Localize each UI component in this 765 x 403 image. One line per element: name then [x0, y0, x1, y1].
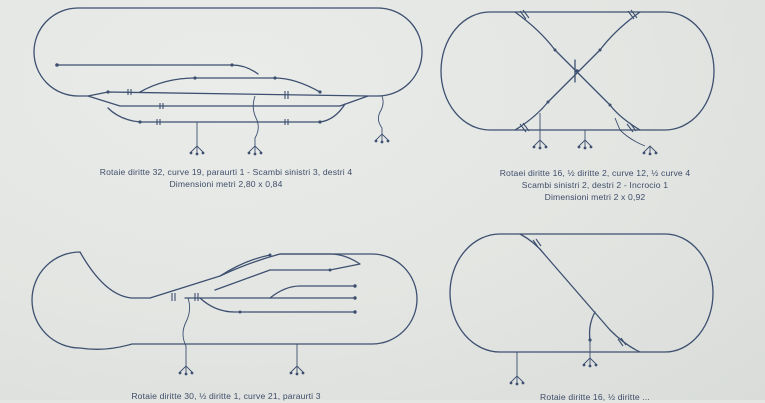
- plan-4-diagram: [450, 234, 713, 385]
- plan-1-diagram: [34, 8, 422, 155]
- plan-1-yard-upper: [140, 78, 320, 92]
- plan-3-diagram: [32, 252, 417, 375]
- plan-3-yard-track-2: [270, 286, 355, 298]
- plan-4-diagonal: [520, 234, 640, 352]
- power-connector-icon: [248, 146, 263, 155]
- plan-4-caption: [430, 391, 760, 403]
- plan-3-outer-loop: [32, 252, 417, 349]
- plan-2-diagram: [441, 10, 714, 155]
- plan-2-caption-line-2: Scambi sinistri 2, destri 2 - Incrocio 1: [521, 180, 669, 190]
- power-connector-icon: [533, 140, 548, 149]
- plan-4-outer-oval: [450, 234, 713, 352]
- power-connector-icon: [290, 366, 305, 375]
- plan-3-caption: [40, 390, 412, 402]
- plan-3-inner-branch: [215, 254, 360, 290]
- power-connector-icon: [583, 358, 598, 367]
- power-connector-icon: [190, 146, 205, 155]
- plan-1-caption: [40, 166, 412, 190]
- plan-1-siding-spur: [57, 65, 258, 74]
- plan-1-yard-cross: [88, 96, 368, 106]
- power-connector-icon: [578, 140, 593, 149]
- plan-3-caption-line-1: Rotaie diritte 30, ½ diritte 1, curve 21, paraurti 3: [131, 391, 321, 401]
- plan-2-caption-line-1: Rotaei diritte 16, ½ diritte 2, curve 12, ½ curve 4: [499, 168, 691, 178]
- plan-3-yard-track-3: [200, 298, 355, 312]
- plan-1-caption-line-1: Rotaie diritte 32, curve 19, paraurti 1 - Scambi sinistri 3, destri 4: [99, 167, 353, 177]
- power-connector-icon: [375, 134, 390, 143]
- power-connector-icon: [510, 376, 525, 385]
- plan-1-outer-loop: [34, 8, 422, 96]
- power-connector-icon: [179, 366, 194, 375]
- plan-1-yard-lower: [108, 104, 345, 122]
- power-connector-icon: [643, 146, 658, 155]
- plan-4-caption-line-1: Rotaie diritte 16, ½ diritte ...: [540, 392, 650, 402]
- plan-4-spur: [590, 312, 595, 340]
- plan-2-caption-line-3: Dimensioni metri 2 x 0,92: [544, 192, 646, 202]
- plan-1-yard-main: [88, 92, 368, 96]
- plan-2-caption: [430, 167, 760, 203]
- plan-1-caption-line-2: Dimensioni metri 2,80 x 0,84: [169, 179, 283, 189]
